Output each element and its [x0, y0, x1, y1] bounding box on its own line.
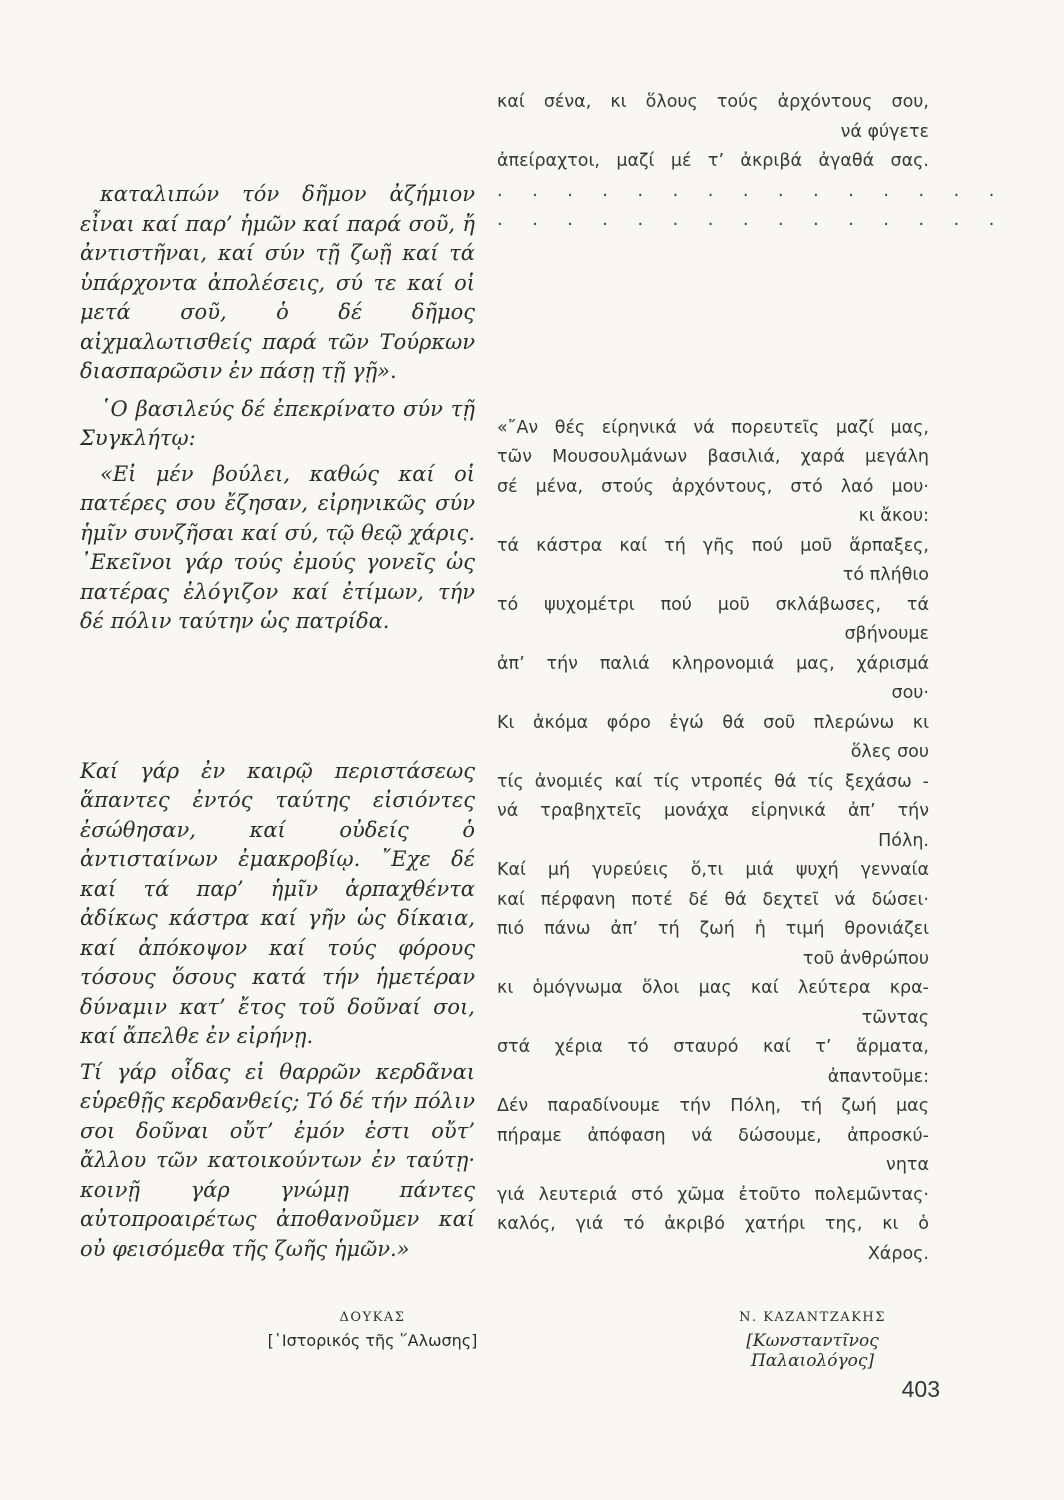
ellipsis-row: . . . . . . . . . . . . . . . — [497, 180, 1007, 201]
prose-paragraph: «Εἰ μέν βούλει, καθώς καί οἱ πατέρες σου ἔζησαν, εἰρηνικῶς σύν ἡμῖν συνζῆσαι καί σύ, τῷ θεῷ χάρις. ᾿Εκεῖνοι γάρ τούς ἐμούς γονεῖς ὡς πατέρας ἐλόγιζον καί ἐτίμων, τήν δέ πόλιν ταύτην ὡς πατρίδα. — [80, 461, 475, 633]
verse-line: Πόλη. — [878, 830, 929, 851]
prose-paragraph: Τί γάρ οἶδας εἰ θαρρῶν κερδᾶναι εὑρεθῇς κερδανθείς; Τό δέ τήν πόλιν σοι δοῦναι οὔτ’ ἐμόν ἐστι οὔτ’ ἄλλου τῶν κατοικούντων ἐν ταύτῃ· κοινῇ γάρ γνώμῃ πάντες αὐτοπροαιρέτως ἀποθανοῦμεν καί οὐ φεισόμεθα τῆς ζωῆς ἡμῶν.» — [80, 1059, 475, 1261]
verse-line: σέ μένα, στούς ἀρχόντους, στό λαό μου· — [497, 476, 929, 497]
prose-paragraph: καταλιπών τόν δῆμον ἀζήμιον εἶναι καί παρ’ ἡμῶν καί παρά σοῦ, ἤ ἀντιστῆναι, καί σύν τῇ ζωῇ καί τά ὑπάρχοντα ἀπολέσεις, σύ τε καί οἱ μετά σοῦ, ὁ δέ δῆμος αἰχμαλωτισθείς παρά τῶν Τούρκων διασπαρῶσιν ἐν πάσῃ τῇ γῇ». — [80, 182, 475, 383]
verse-line: κι ὁμόγνωμα ὅλοι μας καί λεύτερα κρα- — [497, 978, 929, 998]
right-column-verse — [497, 88, 1007, 1269]
ellipsis-row: . . . . . . . . . . . . . . . — [497, 210, 1007, 230]
verse-line: τῶντας — [861, 1007, 929, 1028]
verse-line: Δέν παραδίνουμε τήν Πόλη, τή ζωή μας — [497, 1096, 929, 1116]
verse-line: κι ἄκου: — [858, 506, 929, 526]
verse-line: στά χέρια τό σταυρό καί τ’ ἅρματα, — [497, 1037, 929, 1057]
prose-paragraph: Καί γάρ ἐν καιρῷ περιστάσεως ἅπαντες ἐντός ταύτης εἰσιόντες ἐσώθησαν, καί οὐδείς ὁ ἀντισταίνων ἐμακροβίῳ. ῎Εχε δέ καί τά παρ’ ἡμῖν ἁρπαχθέντα ἀδίκως κάστρα καί γῆν ὡς δίκαια, καί ἀπόκοψον καί τούς φόρους τόσους ὅσους κατά τήν ἡμετέραν δύναμιν κατ’ ἔτος τοῦ δοῦναί σοι, καί ἄπελθε ἐν εἰρήνῃ. — [80, 758, 475, 1048]
verse-line: Καί μή γυρεύεις ὅ,τι μιά ψυχή γενναία — [497, 860, 929, 880]
verse-line: Χάρος. — [867, 1243, 929, 1264]
source-title: [Κωνσταντῖνος Παλαιολόγος] — [746, 1331, 879, 1371]
author-name: ΔΟΥΚΑΣ — [339, 1310, 406, 1325]
verse-line: καλός, γιά τό ἀκριβό χατήρι της, κι ὁ — [497, 1214, 929, 1234]
verse-line: νά τραβηχτεῖς μονάχα εἰρηνικά ἀπ’ τήν — [497, 801, 929, 821]
verse-stanza — [497, 414, 929, 1270]
verse-line: σβήνουμε — [844, 624, 929, 644]
prose-paragraph: ῾Ο βασιλεύς δέ ἐπεκρίνατο σύν τῇ Συγκλήτῳ: — [80, 396, 475, 450]
verse-line: νά φύγετε — [840, 121, 929, 142]
verse-line: τό ψυχομέτρι πού μοῦ σκλάβωσες, τά — [497, 594, 929, 615]
source-title: [῾Ιστορικός τῆς ῞Αλωσης] — [267, 1331, 478, 1350]
verse-line: καί σένα, κι ὅλους τούς ἀρχόντους σου, — [497, 92, 929, 112]
verse-line: Κι ἀκόμα φόρο ἐγώ θά σοῦ πλερώνω κι — [497, 712, 929, 733]
attribution-left — [250, 1310, 495, 1350]
stanza-spacer — [497, 236, 929, 414]
verse-line: καί πέρφανη ποτέ δέ θά δεχτεῖ νά δώσει· — [497, 889, 929, 910]
verse-line: γιά λευτεριά στό χῶμα ἐτοῦτο πολεμῶντας· — [497, 1184, 929, 1205]
verse-line: σου· — [891, 683, 929, 703]
verse-line: ἀπαντοῦμε: — [827, 1066, 929, 1087]
verse-line: τῶν Μουσουλμάνων βασιλιά, χαρά μεγάλη — [497, 447, 929, 467]
verse-line: ἀπείραχτοι, μαζί μέ τ’ ἀκριβά ἀγαθά σας. — [497, 151, 929, 171]
author-name: Ν. ΚΑΖΑΝΤΖΑΚΗΣ — [739, 1310, 886, 1325]
verse-line: τά κάστρα καί τή γῆς πού μοῦ ἅρπαξες, — [497, 535, 929, 556]
verse-line: «῎Αν θές είρηνικά νά πορευτεῖς μαζί μας, — [497, 417, 929, 438]
left-column-prose — [80, 180, 475, 1264]
verse-line: τίς ἀνομιές καί τίς ντροπές θά τίς ξεχάσω - — [497, 771, 929, 792]
verse-line: πήραμε ἀπόφαση νά δώσουμε, ἀπροσκύ- — [497, 1125, 929, 1146]
verse-line: ὅλες σου — [850, 742, 929, 762]
verse-line: νητα — [886, 1155, 929, 1175]
verse-line: ἀπ’ τήν παλιά κληρονομιά μας, χάρισμά — [497, 653, 929, 674]
verse-line: πιό πάνω ἀπ’ τή ζωή ἡ τιμή θρονιάζει — [497, 919, 929, 939]
verse-line: τό πλήθιο — [842, 565, 929, 585]
page-number: 403 — [901, 1376, 940, 1402]
attribution-right — [690, 1310, 935, 1371]
verse-line: τοῦ ἀνθρώπου — [802, 948, 929, 969]
verse-stanza — [497, 88, 929, 177]
